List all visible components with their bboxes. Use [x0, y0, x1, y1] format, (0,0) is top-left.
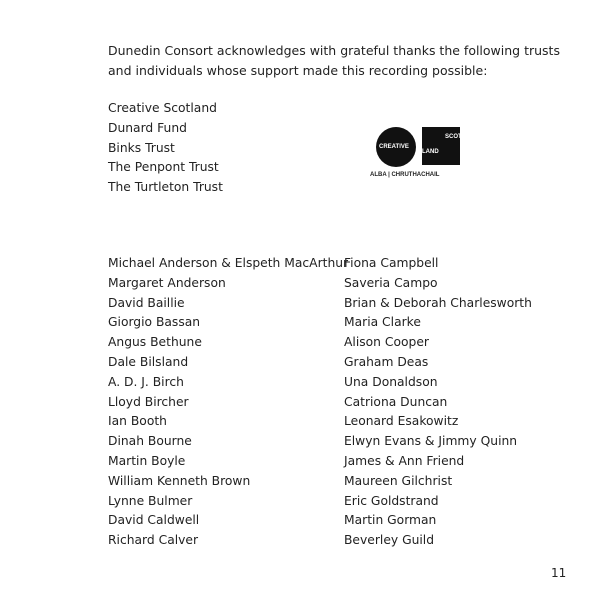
- donors-left-column: [108, 254, 348, 551]
- list-item: David Caldwell: [108, 513, 200, 528]
- trusts-list: [108, 99, 223, 198]
- list-item: Alison Cooper: [344, 335, 429, 350]
- list-item: Elwyn Evans & Jimmy Quinn: [344, 434, 518, 449]
- list-item: Michael Anderson & Elspeth MacArthur: [108, 256, 349, 270]
- list-item: Creative Scotland: [108, 101, 217, 115]
- list-item: David Baillie: [108, 295, 185, 310]
- list-item: William Kenneth Brown: [108, 473, 251, 488]
- logo-creative: CREATIVE: [379, 144, 409, 150]
- list-item: Lynne Bulmer: [108, 493, 193, 508]
- list-item: James & Ann Friend: [344, 453, 465, 468]
- list-item: Maureen Gilchrist: [344, 473, 453, 488]
- list-item: Martin Boyle: [108, 453, 186, 468]
- list-item: Richard Calver: [108, 533, 199, 548]
- list-item: Dunard Fund: [108, 120, 187, 135]
- list-item: Binks Trust: [108, 140, 175, 155]
- list-item: The Penpont Trust: [108, 160, 219, 175]
- list-item: Saveria Campo: [344, 275, 438, 290]
- list-item: Fiona Campbell: [344, 256, 439, 270]
- list-item: Giorgio Bassan: [108, 315, 201, 330]
- list-item: Eric Goldstrand: [344, 493, 439, 508]
- list-item: Dale Bilsland: [108, 354, 189, 369]
- logo-scot: SCOT: [445, 134, 462, 140]
- page-number: 11: [551, 566, 567, 580]
- list-item: Graham Deas: [344, 354, 429, 369]
- list-item: Catriona Duncan: [344, 394, 448, 409]
- list-item: Dinah Bourne: [108, 434, 192, 449]
- list-item: Beverley Guild: [344, 533, 435, 548]
- list-item: Angus Bethune: [108, 335, 202, 350]
- list-item: The Turtleton Trust: [108, 180, 223, 195]
- logo-subtitle: ALBA | CHRUTHACHAIL: [370, 172, 440, 178]
- list-item: Leonard Esakowitz: [344, 414, 459, 429]
- creative-scotland-logo: [370, 125, 464, 183]
- donors-right-column: [344, 254, 532, 551]
- list-item: Ian Booth: [108, 414, 167, 429]
- list-item: A. D. J. Birch: [108, 374, 184, 389]
- list-item: Margaret Anderson: [108, 275, 226, 290]
- logo-land: LAND: [422, 149, 439, 155]
- list-item: Maria Clarke: [344, 315, 421, 330]
- list-item: Martin Gorman: [344, 513, 437, 528]
- intro-text: Dunedin Consort acknowledges with grateful thanks the following trusts and individuals whose support made this recording possible:: [108, 43, 560, 78]
- list-item: Brian & Deborah Charlesworth: [344, 295, 532, 310]
- logo-square: [422, 127, 460, 165]
- list-item: Una Donaldson: [344, 374, 438, 389]
- list-item: Lloyd Bircher: [108, 394, 189, 409]
